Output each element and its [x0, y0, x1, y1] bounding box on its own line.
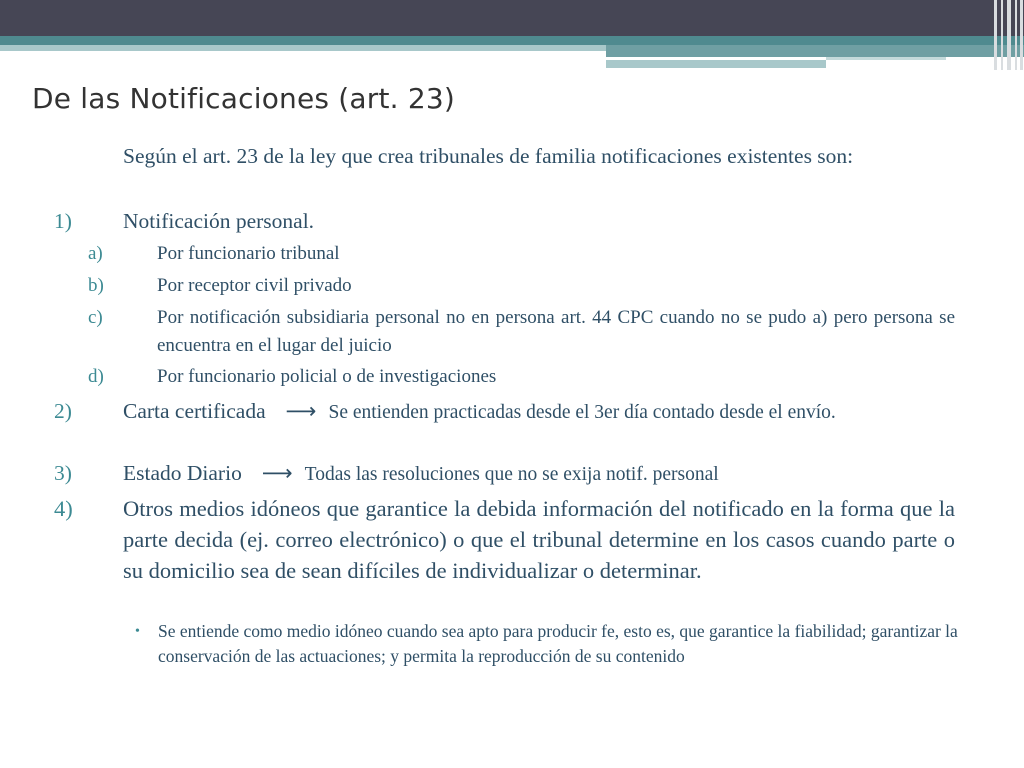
sub-text: Por funcionario tribunal — [157, 243, 340, 264]
slide-title: De las Notificaciones (art. 23) — [32, 82, 456, 115]
arrow-icon: ⟶ — [285, 399, 317, 424]
bullet-text: Se entiende como medio idóneo cuando sea apto para producir fe, esto es, que garantice la fiabilidad; garantizar la conservación de las actuaciones; y permita la reproducción de su contenido — [158, 621, 958, 666]
item-text: Carta certificada — [123, 399, 266, 423]
decor-vertical-lines — [988, 0, 1024, 70]
top-bar — [0, 0, 1024, 36]
item-row — [123, 458, 955, 490]
decor-band — [826, 57, 946, 60]
item-text: Notificación personal. — [123, 209, 315, 233]
item-number: 1) — [54, 209, 72, 233]
arrow-icon: ⟶ — [261, 461, 293, 486]
item-text: Estado Diario — [123, 461, 242, 485]
decor-band — [0, 45, 606, 51]
item-text: Otros medios idóneos que garantice la debida información del notificado en la forma que la parte decida (ej. correo electrónico) o que el tribunal determine en los casos cuando parte o su domicilio sea de sean difíciles de individualizar o determinar. — [123, 496, 955, 583]
sub-letter: b) — [88, 275, 104, 296]
decor-band — [606, 45, 1024, 57]
item-number: 3) — [54, 461, 72, 485]
sub-text: Por funcionario policial o de investigaciones — [157, 366, 497, 387]
bullet-icon: • — [135, 624, 140, 639]
item-row — [123, 396, 955, 428]
decor-band — [606, 60, 826, 68]
item-number: 2) — [54, 399, 72, 423]
decor-band — [0, 36, 1024, 45]
intro-paragraph: Según el art. 23 de la ley que crea tribunales de familia notificaciones existentes son: — [123, 144, 854, 168]
sub-text: Por receptor civil privado — [157, 275, 352, 296]
sub-letter: c) — [88, 307, 103, 328]
sub-letter: a) — [88, 243, 103, 264]
sub-text: Por notificación subsidiaria personal no en persona art. 44 CPC cuando no se pudo a) pero persona se encuentra en el lugar del juicio — [157, 307, 955, 356]
item-note: Se entienden practicadas desde el 3er día contado desde el envío. — [328, 402, 836, 423]
item-note: Todas las resoluciones que no se exija notif. personal — [304, 464, 719, 485]
item-number: 4) — [54, 496, 73, 521]
sub-letter: d) — [88, 366, 104, 387]
